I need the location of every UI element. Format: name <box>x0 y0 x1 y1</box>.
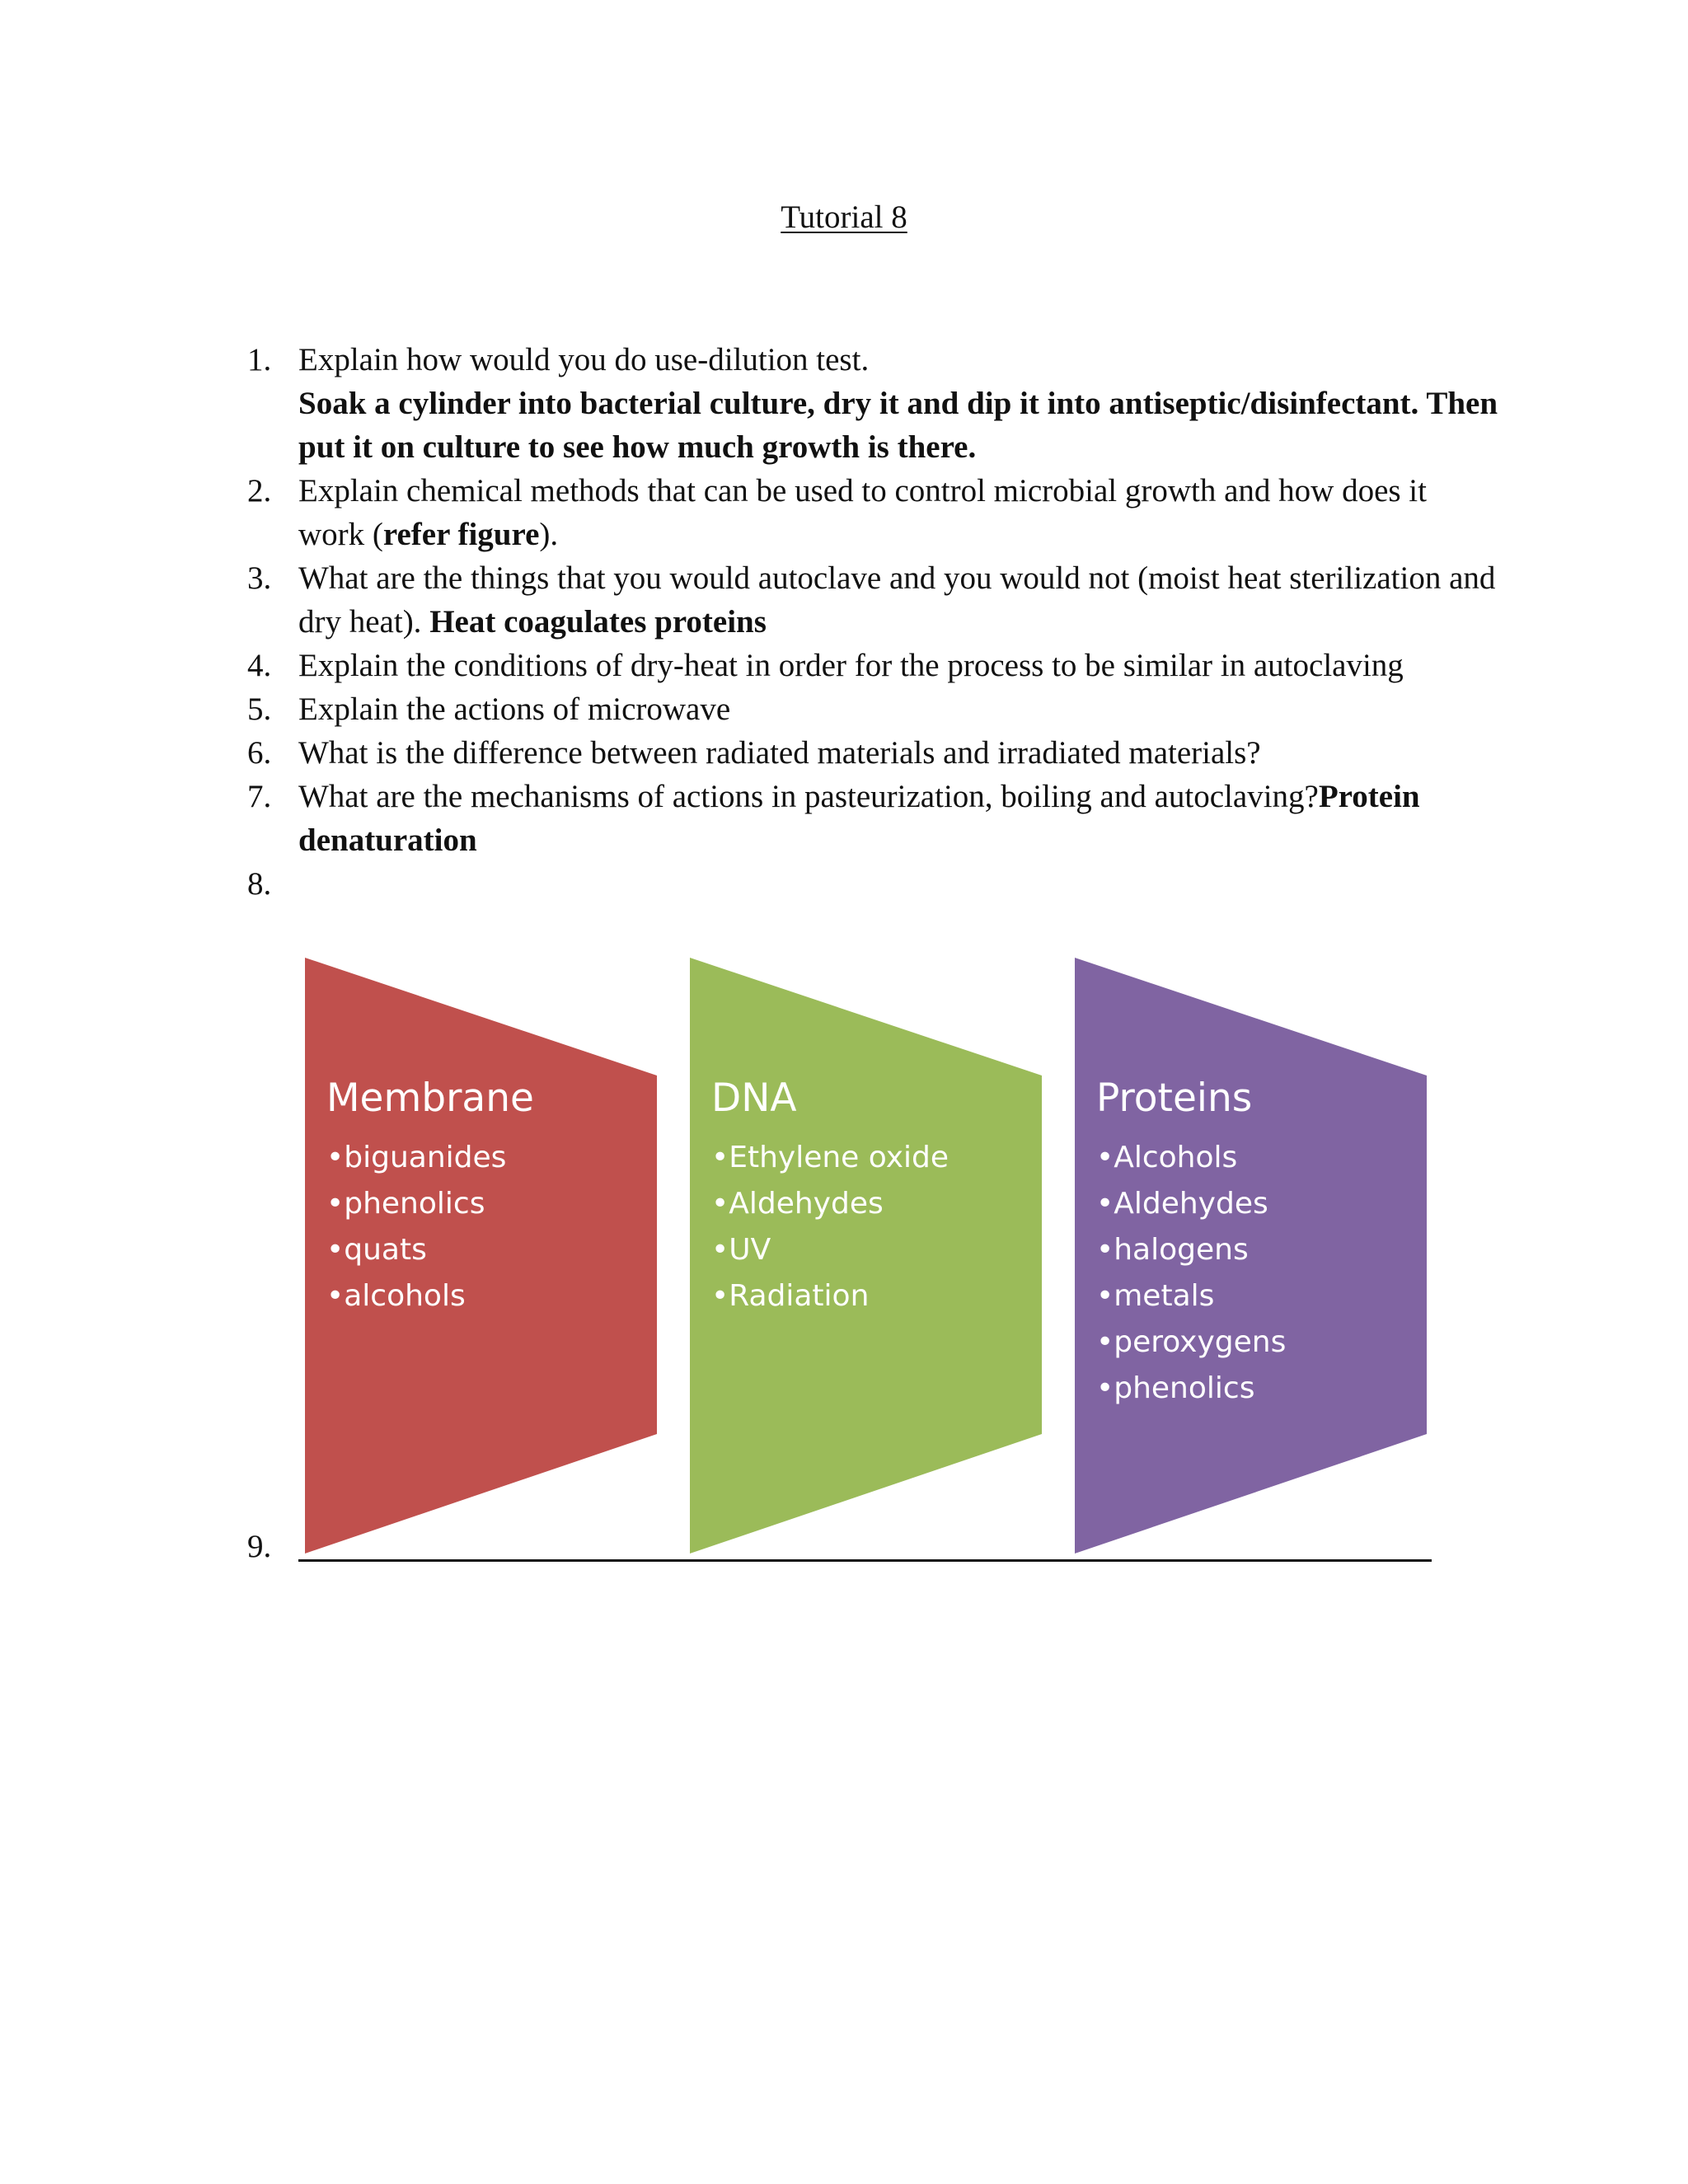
membrane-heading: Membrane <box>326 1076 534 1121</box>
question-text: Explain the conditions of dry-heat in order for the process to be similar in autoclaving <box>298 648 1404 683</box>
question-text: Explain chemical methods that can be used to control microbial growth and how does it work ( <box>298 473 1427 552</box>
list-item: • UV <box>711 1227 1033 1273</box>
proteins-column <box>1096 1074 1418 1412</box>
list-item: • metals <box>1096 1273 1418 1319</box>
list-item: • alcohols <box>326 1273 648 1319</box>
question-number: 1. <box>247 342 272 377</box>
list-item: • Aldehydes <box>711 1181 1033 1227</box>
dna-heading: DNA <box>711 1076 797 1121</box>
list-item: • peroxygens <box>1096 1319 1418 1366</box>
question-number: 2. <box>247 473 272 509</box>
list-item: • Radiation <box>711 1273 1033 1319</box>
dna-column <box>711 1074 1033 1319</box>
question-text-end: ). <box>539 517 559 552</box>
proteins-items <box>1096 1135 1418 1412</box>
question-text: What are the mechanisms of actions in pasteurization, boiling and autoclaving? <box>298 779 1319 814</box>
answer-text: Protein denaturation <box>298 779 1420 858</box>
question-number: 6. <box>247 735 272 771</box>
title-text: Tutorial 8 <box>781 199 907 235</box>
list-item: • Aldehydes <box>1096 1181 1418 1227</box>
list-item: • Alcohols <box>1096 1135 1418 1181</box>
question-9 <box>247 1525 271 1568</box>
question-number: 7. <box>247 779 272 814</box>
question-text: What are the things that you would autoclave and you would not (moist heat sterilization and dry heat). <box>298 560 1496 640</box>
list-item: • phenolics <box>1096 1366 1418 1412</box>
question-text: What is the difference between radiated materials and irradiated materials? <box>298 735 1261 771</box>
question-number: 3. <box>247 560 272 596</box>
answer-text: Heat coagulates proteins <box>429 604 767 640</box>
list-item: • Ethylene oxide <box>711 1135 1033 1181</box>
proteins-heading: Proteins <box>1096 1076 1253 1121</box>
list-item: • biguanides <box>326 1135 648 1181</box>
question-text: Explain the actions of microwave <box>298 691 731 727</box>
question-number: 4. <box>247 648 272 683</box>
refer-figure-text: refer figure <box>382 517 540 552</box>
membrane-items <box>326 1135 648 1319</box>
question-number: 9. <box>247 1529 272 1564</box>
list-item: • phenolics <box>326 1181 648 1227</box>
list-item: • quats <box>326 1227 648 1273</box>
question-text: Explain how would you do use-dilution test. <box>298 342 870 377</box>
answer-text: Soak a cylinder into bacterial culture, dry it and dip it into antiseptic/disinfectant. Then put it on culture to see how much growth is there. <box>298 386 1498 465</box>
membrane-column <box>326 1074 648 1319</box>
answer-line <box>298 1559 1432 1562</box>
question-number: 8. <box>247 866 272 902</box>
dna-items <box>711 1135 1033 1319</box>
question-number: 5. <box>247 691 272 727</box>
list-item: • halogens <box>1096 1227 1418 1273</box>
